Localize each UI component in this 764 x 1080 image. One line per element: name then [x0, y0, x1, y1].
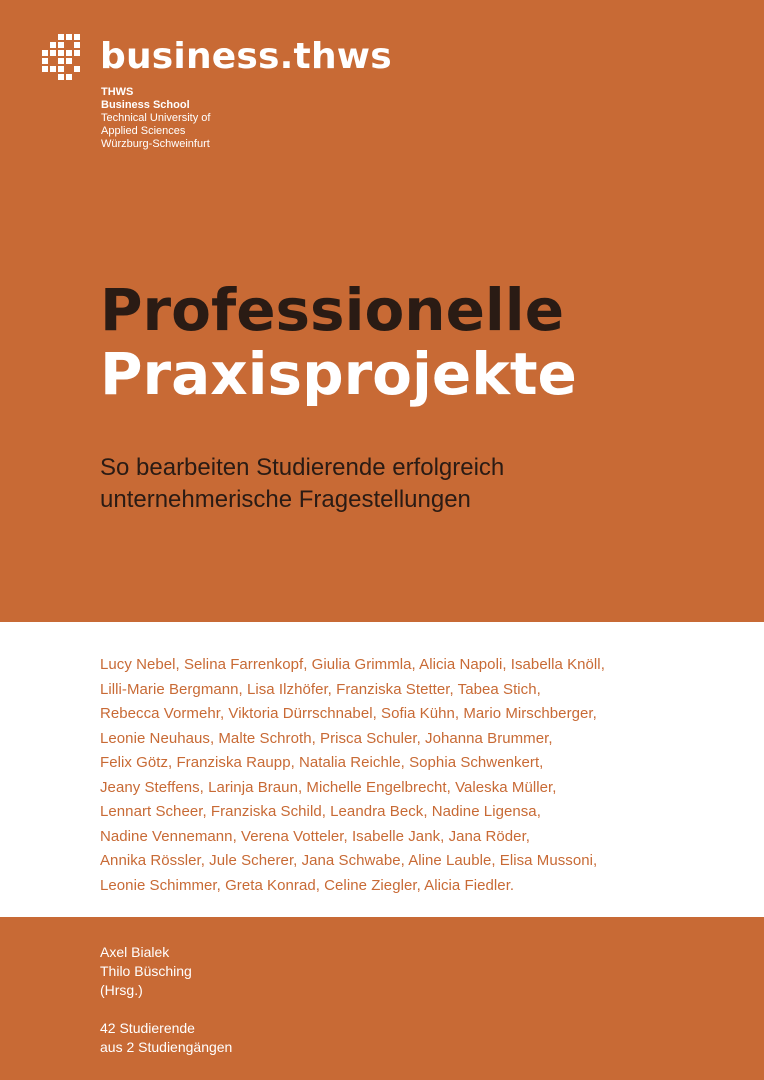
- institution-block: [101, 86, 210, 151]
- student-stats: [100, 1019, 232, 1057]
- subtitle-line-1: So bearbeiten Studierende erfolgreich: [100, 454, 505, 481]
- institution-line-2: Business School: [101, 99, 190, 111]
- institution-line-5: Würzburg-Schweinfurt: [101, 138, 210, 150]
- editor-name-1: Axel Bialek: [100, 944, 170, 960]
- stats-line-2: aus 2 Studiengängen: [100, 1039, 233, 1055]
- institution-line-1: THWS: [101, 86, 134, 98]
- cover-bottom-section: [0, 917, 764, 1080]
- author-line: Felix Götz, Franziska Raupp, Natalia Reichle, Sophia Schwenkert,: [100, 754, 544, 771]
- editor-name-2: Thilo Büsching: [100, 963, 192, 979]
- author-line: Leonie Schimmer, Greta Konrad, Celine Ziegler, Alicia Fiedler.: [100, 876, 515, 894]
- thws-logo-icon: [40, 32, 90, 82]
- editors-block: [100, 943, 192, 1000]
- author-line: Lilli-Marie Bergmann, Lisa Ilzhöfer, Franziska Stetter, Tabea Stich,: [100, 680, 541, 698]
- author-line: Lennart Scheer, Franziska Schild, Leandra Beck, Nadine Ligensa,: [100, 803, 541, 820]
- author-line: Rebecca Vormehr, Viktoria Dürrschnabel, Sofia Kühn, Mario Mirschberger,: [100, 705, 597, 722]
- author-line: Lucy Nebel, Selina Farrenkopf, Giulia Grimmla, Alicia Napoli, Isabella Knöll,: [100, 656, 605, 673]
- cover-title: [100, 278, 740, 406]
- authors-section: [0, 622, 764, 917]
- author-line: Annika Rössler, Jule Scherer, Jana Schwabe, Aline Lauble, Elisa Mussoni,: [100, 852, 598, 869]
- subtitle-line-2: unternehmerische Fragestellungen: [100, 486, 471, 513]
- institution-line-3: Technical University of: [101, 112, 211, 124]
- editor-role: (Hrsg.): [100, 982, 143, 998]
- brand-logo: [40, 32, 392, 82]
- author-line: Nadine Vennemann, Verena Votteler, Isabelle Jank, Jana Röder,: [100, 827, 531, 845]
- title-line-1: Professionelle: [100, 276, 565, 344]
- stats-line-1: 42 Studierende: [100, 1020, 195, 1036]
- author-line: Leonie Neuhaus, Malte Schroth, Prisca Schuler, Johanna Brummer,: [100, 729, 553, 747]
- author-line: Jeany Steffens, Larinja Braun, Michelle Engelbrecht, Valeska Müller,: [100, 778, 557, 796]
- cover-subtitle: [100, 452, 720, 516]
- title-line-2: Praxisprojekte: [100, 340, 577, 408]
- authors-list: [100, 653, 720, 898]
- institution-line-4: Applied Sciences: [101, 125, 186, 137]
- brand-name: business.thws: [100, 36, 392, 77]
